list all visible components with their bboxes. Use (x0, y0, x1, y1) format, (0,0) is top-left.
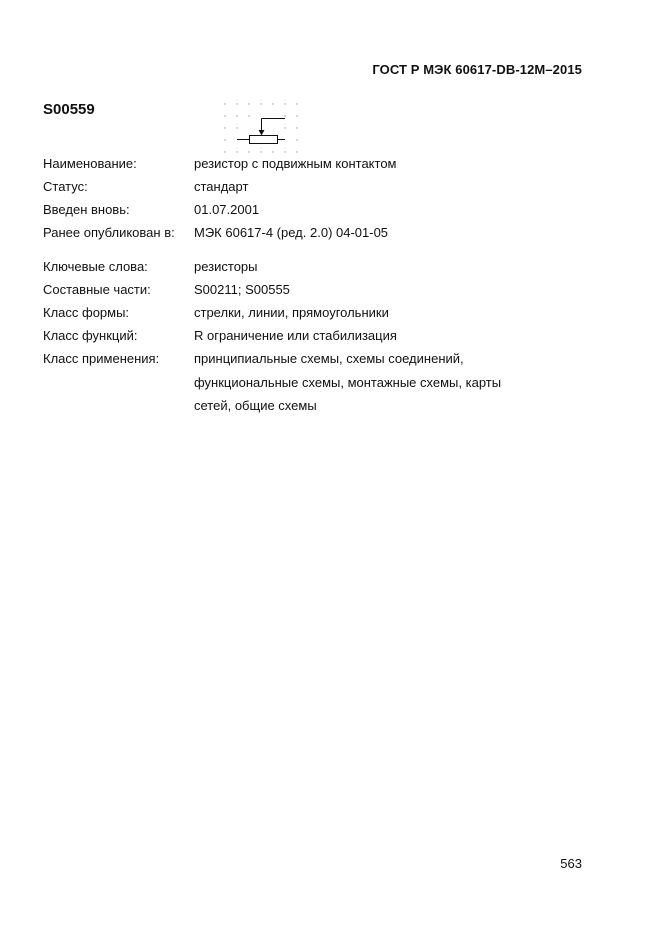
application-class-value (194, 347, 501, 418)
application-class-label: Класс применения: (43, 351, 160, 366)
shape-class-label: Класс формы: (43, 305, 130, 320)
keywords-value: резисторы (194, 259, 258, 274)
status-label: Статус: (43, 179, 88, 194)
resistor-with-sliding-contact-icon (222, 101, 300, 153)
application-class-line: сетей, общие схемы (194, 398, 317, 413)
symbol-code: S00559 (43, 101, 95, 118)
page-number: 563 (560, 856, 582, 871)
published-value: МЭК 60617-4 (ред. 2.0) 04-01-05 (194, 225, 389, 240)
application-class-line: принципиальные схемы, схемы соединений, (194, 351, 464, 366)
function-class-label: Класс функций: (43, 328, 138, 343)
name-value: резистор с подвижным контактом (194, 156, 397, 171)
shape-class-value: стрелки, линии, прямоугольники (194, 305, 389, 320)
document-header-title: ГОСТ Р МЭК 60617-DB-12M–2015 (372, 62, 582, 77)
introduced-value: 01.07.2001 (194, 202, 260, 217)
published-label: Ранее опубликован в: (43, 225, 175, 240)
parts-value: S00211; S00555 (194, 282, 290, 297)
keywords-label: Ключевые слова: (43, 259, 148, 274)
sliding-contact-arrowhead (259, 130, 265, 136)
parts-label: Составные части: (43, 282, 151, 297)
application-class-line: функциональные схемы, монтажные схемы, карты (194, 374, 502, 390)
status-value: стандарт (194, 179, 249, 194)
introduced-label: Введен вновь: (43, 202, 130, 217)
function-class-value: R ограничение или стабилизация (194, 328, 397, 343)
name-label: Наименование: (43, 156, 137, 171)
